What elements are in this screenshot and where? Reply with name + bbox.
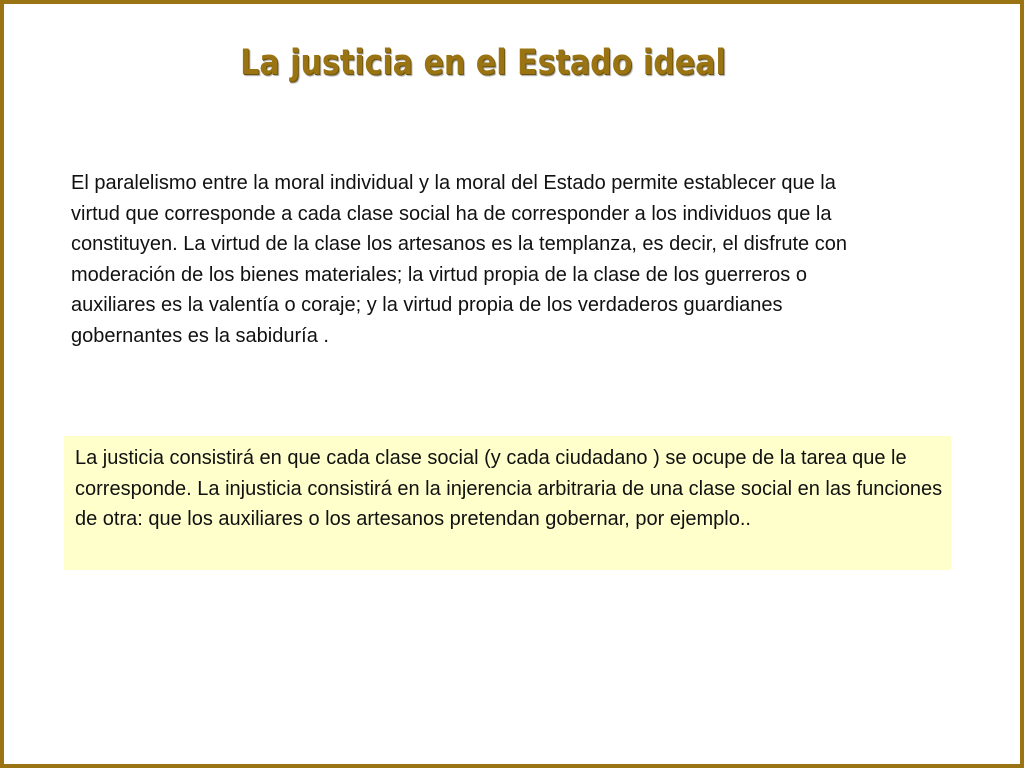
main-paragraph: El paralelismo entre la moral individual y la moral del Estado permite establecer que la virtud que corresponde a cada clase social ha de corresponder a los individuos que la constituyen. La virtud de la clase los artesanos es la templanza, es decir, el disfrute con moderación de los bienes materiales; la virtud propia de la clase de los guerreros o auxiliares es la valentía o coraje; y la virtud propia de los verdaderos guardianes gobernantes es la sabiduría . bbox=[71, 172, 847, 347]
highlight-box bbox=[64, 436, 951, 570]
slide-title: La justicia en el Estado ideal bbox=[240, 43, 726, 83]
highlight-text: La justicia consistirá en que cada clase social (y cada ciudadano ) se ocupe de la tarea que le corresponde. La injusticia consistirá en la injerencia arbitraria de una clase social en las funciones de otra: que los auxiliares o los artesanos pretendan gobernar, por ejemplo.. bbox=[75, 447, 943, 530]
